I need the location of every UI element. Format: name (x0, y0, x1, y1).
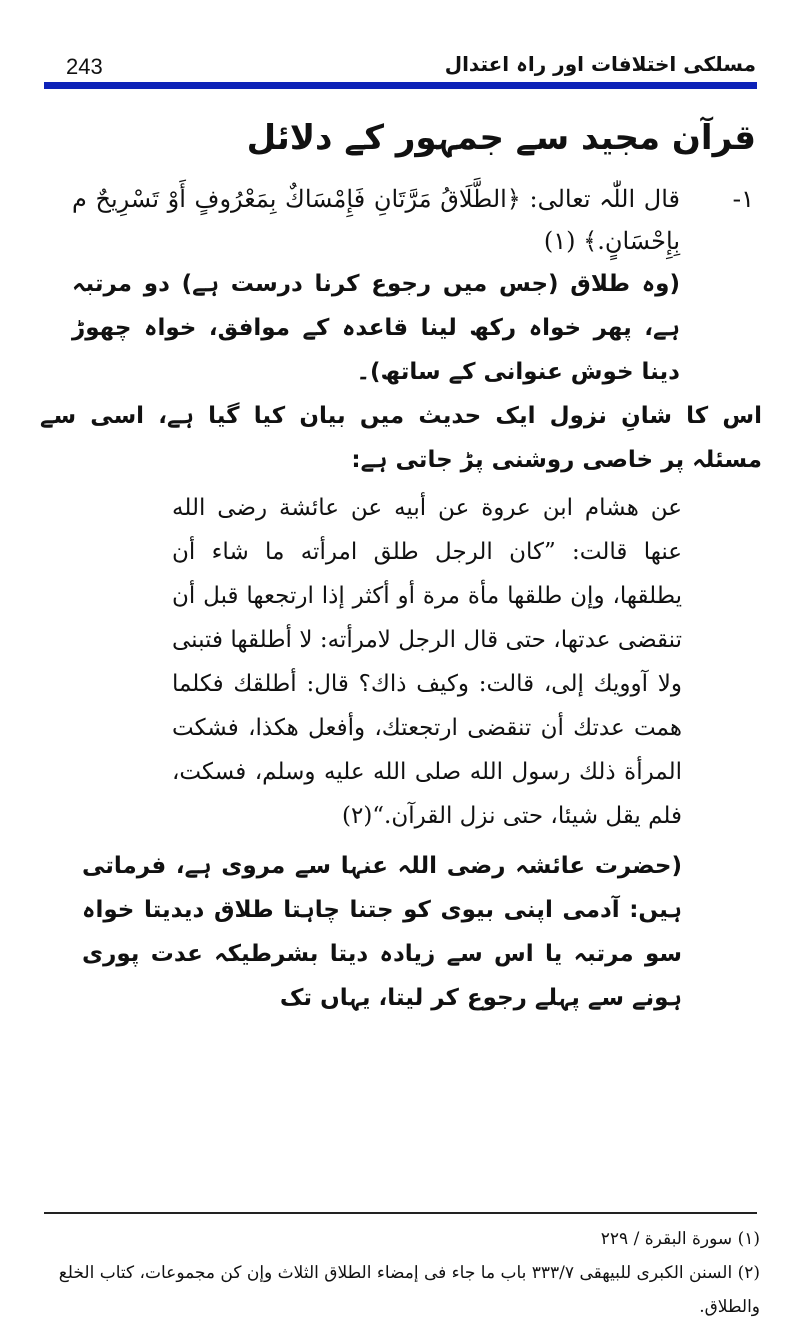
verse-translation: (وہ طلاق (جس میں رجوع کرنا درست ہے) دو مرتبہ ہے، پھر خواہ رکھ لینا قاعدہ کے موافق، خواہ چھوڑ دینا خوش عنوانی کے ساتھ)۔ (72, 271, 680, 385)
hadith-translation: (حضرت عائشہ رضی اللہ عنہا سے مروی ہے، فرماتی ہیں: آدمی اپنی بیوی کو جتنا چاہتا طلاق دیدیتا خواہ سو مرتبہ یا اس سے زیادہ دیتا بشرطیکہ عدت پوری ہونے سے پہلے رجوع کر لیتا، یہاں تک (82, 853, 682, 1011)
quran-verse: قال اللّٰہ تعالی: ﴿الطَّلَاقُ مَرَّتَانِ فَإِمْسَاكٌ بِمَعْرُوفٍ أَوْ تَسْرِيحٌ م بِإِحْسَانٍ.﴾ (١) (72, 185, 680, 255)
header-rule (44, 82, 757, 89)
context-paragraph: اس کا شانِ نزول ایک حدیث میں بیان کیا گیا ہے، اسی سے مسئلہ پر خاصی روشنی پڑ جاتی ہے: (40, 403, 762, 473)
main-text (40, 112, 762, 1020)
section-heading: قرآن مجید سے جمہور کے دلائل (246, 118, 756, 158)
footnotes (40, 1222, 760, 1324)
footnote-2: (٢) السنن الكبرى للبيهقى ٣٣٣/٧ باب ما جاء فى إمضاء الطلاق الثلاث وإن كن مجموعات، كتاب الخلع والطلاق. (58, 1263, 760, 1317)
page-number: 243 (66, 54, 103, 79)
verse-number: ۱- (732, 185, 754, 213)
footnote-1: (١) سورة البقرة / ٢٢٩ (600, 1229, 760, 1249)
running-title: مسلکی اختلافات اور راہ اعتدال (444, 52, 756, 76)
hadith-arabic: عن هشام ابن عروة عن أبيه عن عائشة رضى الله عنها قالت: ”كان الرجل طلق امرأته ما شاء أن يطلقها، وإن طلقها مأة مرة أو أكثر إذا ارتجعها قبل أن تنقضى عدتها، حتى قال الرجل لامرأته: لا أطلقها فتبنى ولا آوويك إلى، قالت: وكيف ذاك؟ قال: أطلقك فكلما همت عدتك أن تنقضى ارتجعتك، وأفعل هكذا، فشكت المرأة ذلك رسول الله صلى الله عليه وسلم، فسكت، فلم يقل شيئا، حتى نزل القرآن.“(٢) (172, 495, 682, 829)
verse-block (40, 178, 762, 262)
footnote-rule (44, 1212, 757, 1214)
